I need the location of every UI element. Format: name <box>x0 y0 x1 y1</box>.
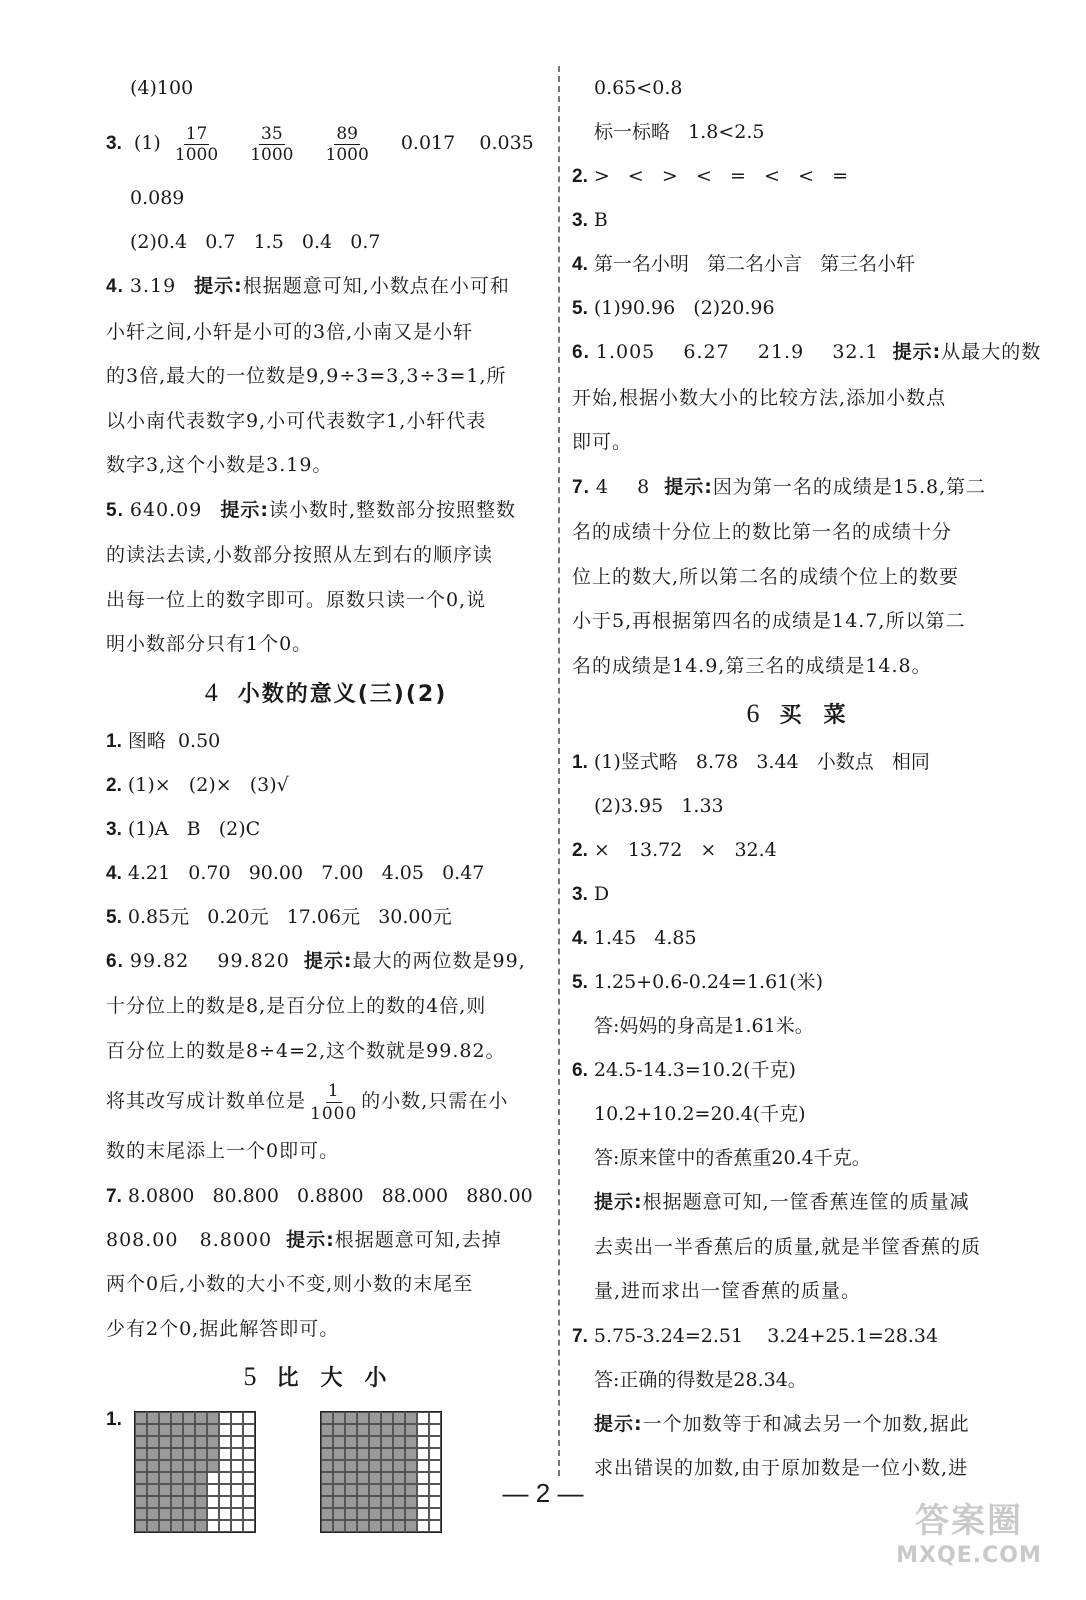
grid-cell <box>357 1412 369 1424</box>
answer-line: 2. × 13.72 × 32.4 <box>572 839 777 861</box>
question-number: 3. <box>106 133 122 154</box>
tip-block: 提示:一个加数等于和减去另一个加数,据此 求出错误的加数,由于原加数是一位小数,进 <box>594 1412 970 1479</box>
fraction: $\frac{35}{1000}$ <box>250 123 294 165</box>
question-7-cont: 808.00 8.8000 提示:根据题意可知,去掉 两个0后,小数的大小不变,则小数的末尾至 少有2个0,据此解答即可。 <box>106 1228 502 1340</box>
answer-line: 标一标略 1.8<2.5 <box>594 121 765 143</box>
grid-cell <box>417 1424 429 1436</box>
grid-cell <box>393 1520 405 1532</box>
section-title: 买菜 <box>779 703 868 728</box>
tip-label: 提示: <box>664 475 713 498</box>
answer-line: 10.2+10.2=20.4(千克) <box>594 1103 806 1125</box>
grid-cell <box>417 1448 429 1460</box>
grid-cell <box>393 1448 405 1460</box>
grid-cell <box>231 1448 243 1460</box>
grid-cell <box>381 1520 393 1532</box>
grid-cell <box>357 1436 369 1448</box>
watermark-logo: 答案圈 MXQE.COM <box>896 1501 1042 1568</box>
question-number: 6. <box>106 950 124 972</box>
grid-cell <box>345 1448 357 1460</box>
grid-cell <box>171 1508 183 1520</box>
grid-cell <box>417 1460 429 1472</box>
grid-cell <box>405 1436 417 1448</box>
answer: 640.09 <box>129 498 203 521</box>
grid-cell <box>321 1448 333 1460</box>
grid-cell <box>147 1436 159 1448</box>
grid-cell <box>345 1436 357 1448</box>
grid-cell <box>321 1424 333 1436</box>
grid-cell <box>393 1412 405 1424</box>
grid-cell <box>159 1460 171 1472</box>
grid-cell <box>207 1424 219 1436</box>
section-heading <box>572 688 1042 740</box>
fraction: $\frac{1}{1000}$ <box>310 1080 358 1124</box>
grid-cell <box>231 1436 243 1448</box>
section-number: 5 <box>243 1362 259 1391</box>
question-3 <box>106 110 546 176</box>
tip-text: 量,进而求出一筐香蕉的质量。 <box>594 1280 862 1302</box>
grid-cell <box>321 1520 333 1532</box>
grid-cell <box>381 1508 393 1520</box>
grid-cell <box>393 1424 405 1436</box>
section-number: 6 <box>746 699 762 728</box>
answer-line: 7. 5.75-3.24=2.51 3.24+25.1=28.34 <box>572 1324 939 1347</box>
answer-line: 答:妈妈的身高是1.61米。 <box>594 1015 814 1037</box>
fraction: $\frac{89}{1000}$ <box>325 123 369 165</box>
tip-text: 位上的数大,所以第二名的成绩个位上的数要 <box>572 565 960 588</box>
grid-cell <box>159 1412 171 1424</box>
grid-cell <box>345 1520 357 1532</box>
grid-cell <box>135 1520 147 1532</box>
grid-cell <box>321 1436 333 1448</box>
grid-cell <box>381 1412 393 1424</box>
grid-cell <box>381 1436 393 1448</box>
question-5 <box>106 488 546 667</box>
tip-label: 提示: <box>194 275 243 297</box>
grid-cell <box>147 1508 159 1520</box>
grid-cell <box>369 1520 381 1532</box>
grid-cell <box>417 1436 429 1448</box>
grid-cell <box>147 1460 159 1472</box>
grid-cell <box>231 1460 243 1472</box>
grid-cell <box>243 1460 255 1472</box>
section-title: 小数的意义(三)(2) <box>237 681 448 707</box>
tip-text: 数的末尾添上一个0即可。 <box>106 1140 340 1162</box>
column-divider <box>558 66 560 1476</box>
answer: 3.19 <box>129 275 177 297</box>
answer-line: 4. 第一名小明 第二名小言 第三名小轩 <box>572 253 916 275</box>
question-number: 5. <box>106 499 124 521</box>
grid-cell <box>393 1508 405 1520</box>
grid-cell <box>183 1460 195 1472</box>
answer-line: 答:正确的得数是28.34。 <box>594 1368 807 1391</box>
grid-cell <box>321 1508 333 1520</box>
grid-cell <box>195 1436 207 1448</box>
question-number: 1. <box>106 1409 122 1430</box>
tip-text: 的读法去读,小数部分按照从左到右的顺序读 <box>106 544 494 566</box>
grid-cell <box>135 1508 147 1520</box>
grid-cell <box>333 1412 345 1424</box>
tip-block: 提示:根据题意可知,一筐香蕉连筐的质量减 去卖出一半香蕉后的质量,就是半筐香蕉的质 量,进而求出一筐香蕉的质量。 <box>594 1191 982 1302</box>
grid-cell <box>429 1436 441 1448</box>
grid-cell <box>183 1520 195 1532</box>
grid-cell <box>369 1448 381 1460</box>
grid-cell <box>195 1424 207 1436</box>
tip-label: 提示: <box>594 1412 643 1435</box>
grid-cell <box>405 1520 417 1532</box>
part-label: (1) <box>133 132 161 154</box>
answer-line: 1. 图略 0.50 <box>106 729 221 752</box>
tip-label: 提示: <box>303 949 353 972</box>
grid-cell <box>159 1448 171 1460</box>
grid-cell <box>219 1424 231 1436</box>
hundred-grid-left <box>134 1411 256 1533</box>
grid-cell <box>207 1436 219 1448</box>
grid-cell <box>219 1412 231 1424</box>
grid-cell <box>219 1460 231 1472</box>
answer-line: (2)0.4 0.7 1.5 0.4 0.7 <box>130 231 381 253</box>
grid-cell <box>219 1508 231 1520</box>
grid-cell <box>159 1508 171 1520</box>
grid-cell <box>219 1520 231 1532</box>
grid-cell <box>195 1460 207 1472</box>
grid-cell <box>171 1448 183 1460</box>
grid-cell <box>135 1460 147 1472</box>
grid-cell <box>171 1520 183 1532</box>
tip-text: 开始,根据小数大小的比较方法,添加小数点 <box>572 386 947 409</box>
grid-cell <box>429 1412 441 1424</box>
answer-line: 5. (1)90.96 (2)20.96 <box>572 297 775 319</box>
grid-cell <box>207 1520 219 1532</box>
grid-cell <box>357 1460 369 1472</box>
tip-text: 的3倍,最大的一位数是9,9÷3=3,3÷3=1,所 <box>106 365 507 387</box>
grid-cell <box>333 1508 345 1520</box>
grid-cell <box>429 1424 441 1436</box>
grid-cell <box>183 1448 195 1460</box>
grid-cell <box>171 1436 183 1448</box>
grid-cell <box>345 1424 357 1436</box>
grid-cell <box>219 1448 231 1460</box>
grid-cell <box>345 1412 357 1424</box>
tip-text: 少有2个0,据此解答即可。 <box>106 1317 340 1340</box>
grid-cell <box>171 1460 183 1472</box>
grid-cell <box>243 1412 255 1424</box>
grid-cell <box>207 1448 219 1460</box>
grid-cell <box>393 1436 405 1448</box>
grid-cell <box>369 1508 381 1520</box>
answer-line: 6. 24.5-14.3=10.2(千克) <box>572 1059 796 1081</box>
question-7: 7. 4 8 提示:因为第一名的成绩是15.8,第二 名的成绩十分位上的数比第一名的成绩十分 位上的数大,所以第二名的成绩个位上的数要 小于5,再根据第四名的成绩是14.7,所以第二 名的成绩是14.9,第三名的成绩是14.8。 <box>572 475 987 677</box>
grid-cell <box>195 1448 207 1460</box>
grid-cell <box>231 1424 243 1436</box>
grid-cell <box>135 1448 147 1460</box>
grid-cell <box>333 1520 345 1532</box>
grid-cell <box>147 1448 159 1460</box>
grid-cell <box>405 1424 417 1436</box>
tip-text: 出每一位上的数字即可。原数只读一个0,说 <box>106 588 487 611</box>
question-6 <box>106 939 546 1074</box>
tip-text: 读小数时,整数部分按照整数 <box>268 498 516 521</box>
tip-text: 小于5,再根据第四名的成绩是14.7,所以第二 <box>572 610 966 632</box>
tip-text: 即可。 <box>572 431 633 453</box>
tip-label: 提示: <box>892 341 942 363</box>
grid-cell <box>357 1424 369 1436</box>
page-number: — 2 — <box>502 1478 584 1508</box>
grid-cell <box>429 1520 441 1532</box>
answer-line: 答:原来筐中的香蕉重20.4千克。 <box>594 1147 871 1169</box>
grid-cell <box>357 1508 369 1520</box>
grid-cell <box>405 1460 417 1472</box>
section-title: 比大小 <box>276 1366 409 1391</box>
tip-text: 根据题意可知,小数点在小可和 <box>242 275 510 297</box>
grid-cell <box>159 1424 171 1436</box>
question-7: 7. 8.0800 80.800 0.8800 88.000 880.00 <box>106 1184 533 1207</box>
grid-cell <box>147 1424 159 1436</box>
section-heading <box>106 1351 546 1403</box>
grid-cell <box>417 1412 429 1424</box>
grid-cell <box>243 1520 255 1532</box>
question-number: 4. <box>106 276 124 297</box>
left-column <box>106 66 546 1533</box>
grid-cell <box>333 1436 345 1448</box>
grid-cell <box>345 1508 357 1520</box>
section-number: 4 <box>204 677 220 707</box>
grid-cell <box>231 1412 243 1424</box>
answer-line: 0.65<0.8 <box>594 77 683 99</box>
grid-cell <box>321 1412 333 1424</box>
answer-line: 2. (1)× (2)× (3)√ <box>106 773 289 796</box>
tip-label: 提示: <box>220 498 269 521</box>
hundred-grid-right <box>320 1411 442 1533</box>
grid-cell <box>381 1424 393 1436</box>
grid-cell <box>195 1520 207 1532</box>
grid-cell <box>417 1520 429 1532</box>
grid-cell <box>333 1424 345 1436</box>
grid-cell <box>243 1448 255 1460</box>
grid-cell <box>369 1436 381 1448</box>
grid-cell <box>231 1508 243 1520</box>
grid-cell <box>195 1508 207 1520</box>
answer-line: (2)3.95 1.33 <box>594 795 724 817</box>
grid-cell <box>357 1520 369 1532</box>
answer-line: 1. (1)竖式略 8.78 3.44 小数点 相同 <box>572 751 930 773</box>
grid-cell <box>369 1424 381 1436</box>
tip-text: 去卖出一半香蕉后的质量,就是半筐香蕉的质 <box>594 1235 982 1258</box>
grid-cell <box>195 1412 207 1424</box>
answer-line: 3. D <box>572 883 610 905</box>
grid-cell <box>333 1448 345 1460</box>
grid-cell <box>183 1424 195 1436</box>
grid-cell <box>147 1412 159 1424</box>
grid-cell <box>429 1460 441 1472</box>
question-4 <box>106 264 546 488</box>
grid-cell <box>159 1520 171 1532</box>
answer-line: 5. 1.25+0.6-0.24=1.61(米) <box>572 971 824 993</box>
grid-cell <box>381 1448 393 1460</box>
grid-cell <box>405 1448 417 1460</box>
answer-line: 3. B <box>572 209 608 231</box>
grid-cell <box>321 1460 333 1472</box>
tip-label: 提示: <box>594 1191 643 1213</box>
grid-cell <box>207 1460 219 1472</box>
grid-cell <box>393 1460 405 1472</box>
grid-cell <box>357 1448 369 1460</box>
grid-cell <box>333 1460 345 1472</box>
answer-line: 4. 1.45 4.85 <box>572 927 697 949</box>
grid-cell <box>135 1424 147 1436</box>
grid-cell <box>135 1412 147 1424</box>
grid-cell <box>405 1412 417 1424</box>
tip-text: 求出错误的加数,由于原加数是一位小数,进 <box>594 1457 969 1479</box>
grid-cell <box>381 1460 393 1472</box>
grid-cell <box>429 1508 441 1520</box>
tip-text: 两个0后,小数的大小不变,则小数的末尾至 <box>106 1273 474 1295</box>
grid-cell <box>243 1508 255 1520</box>
question-6: 6. 1.005 6.27 21.9 32.1 提示:从最大的数 开始,根据小数大小的比较方法,添加小数点 即可。 <box>572 341 1042 453</box>
frac-line: 将其改写成计数单位是 $\frac{1}{1000}$ 的小数,只需在小 <box>106 1080 509 1124</box>
answer-line: 5. 0.85元 0.20元 17.06元 30.00元 <box>106 905 452 928</box>
tip-text: 十分位上的数是8,是百分位上的数的4倍,则 <box>106 995 487 1017</box>
tip-text: 名的成绩十分位上的数比第一名的成绩十分 <box>572 521 953 543</box>
tip-text: 小轩之间,小轩是小可的3倍,小南又是小轩 <box>106 320 474 343</box>
tip-text: 百分位上的数是8÷4=2,这个数就是99.82。 <box>106 1039 506 1062</box>
tip-text: 最大的两位数是99, <box>352 949 526 972</box>
grid-cell <box>207 1412 219 1424</box>
tip-text: 数字3,这个小数是3.19。 <box>106 454 333 476</box>
grid-cell <box>429 1448 441 1460</box>
grid-cell <box>147 1520 159 1532</box>
grid-cell <box>243 1424 255 1436</box>
tip-text: 以小南代表数字9,小可代表数字1,小轩代表 <box>106 409 487 432</box>
answer-line: 2. > < > < = < < = <box>572 165 849 187</box>
grid-cell <box>417 1508 429 1520</box>
answer-line: (4)100 <box>130 77 194 99</box>
grid-cell <box>183 1436 195 1448</box>
grid-cell <box>405 1508 417 1520</box>
grid-cell <box>219 1436 231 1448</box>
grid-cell <box>369 1460 381 1472</box>
grid-cell <box>183 1412 195 1424</box>
tip-text: 名的成绩是14.9,第三名的成绩是14.8。 <box>572 654 932 677</box>
right-column <box>572 66 1042 1491</box>
fraction: $\frac{17}{1000}$ <box>174 123 219 165</box>
grid-cell <box>231 1520 243 1532</box>
answer-line: 3. (1)A B (2)C <box>106 817 261 840</box>
tip-text: 明小数部分只有1个0。 <box>106 633 313 655</box>
grid-figures <box>106 1403 546 1533</box>
grid-cell <box>183 1508 195 1520</box>
grid-cell <box>171 1412 183 1424</box>
grid-cell <box>159 1436 171 1448</box>
grid-cell <box>369 1412 381 1424</box>
answer: 99.82 99.820 <box>129 949 290 972</box>
decimals: 0.017 0.035 <box>400 132 534 154</box>
section-heading <box>106 667 546 719</box>
answer-line: 0.089 <box>130 187 185 209</box>
tip-label: 提示: <box>286 1228 335 1251</box>
grid-cell <box>345 1460 357 1472</box>
grid-cell <box>171 1424 183 1436</box>
answer-line: 4. 4.21 0.70 90.00 7.00 4.05 0.47 <box>106 861 485 884</box>
grid-cell <box>207 1508 219 1520</box>
grid-cell <box>243 1436 255 1448</box>
grid-cell <box>135 1436 147 1448</box>
